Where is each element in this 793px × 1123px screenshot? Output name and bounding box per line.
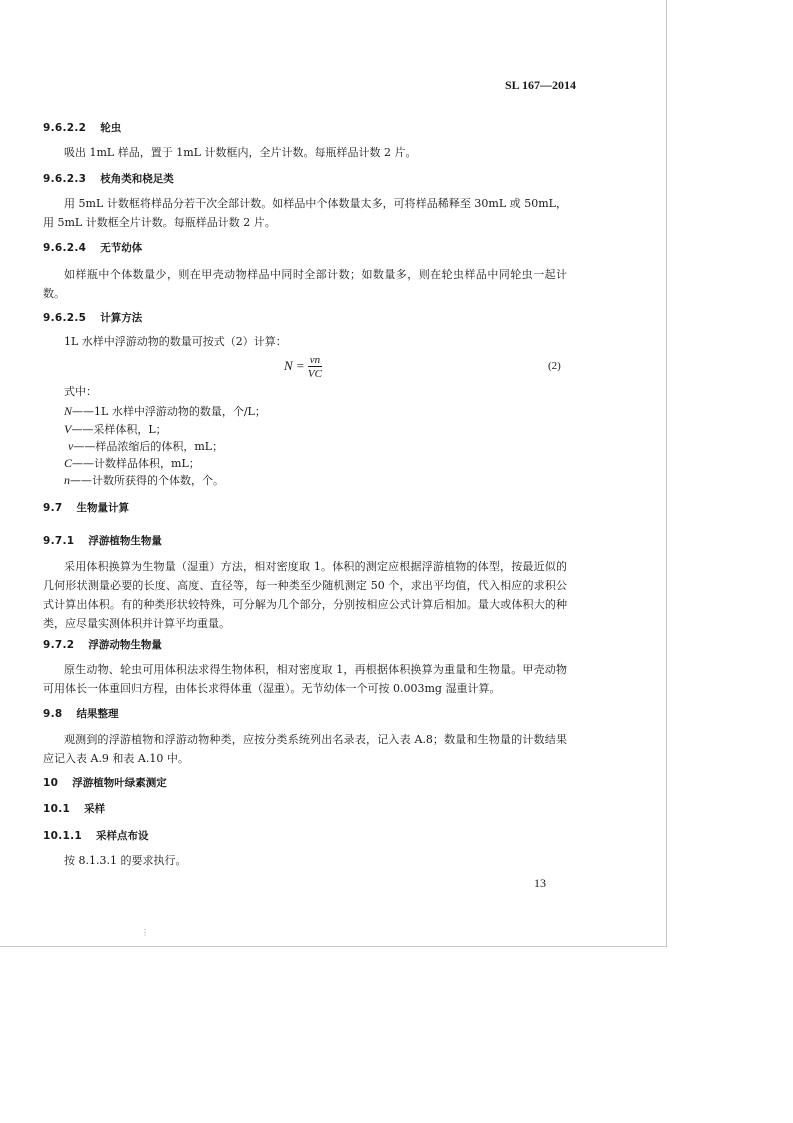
equation-number: (2) (548, 360, 561, 372)
paragraph-text: 用 5mL 计数框将样品分若干次全部计数。如样品中个体数量太多，可将样品稀释至 30mL 或 50mL，用 5mL 计数框全片计数。每瓶样品计数 2 片。 (43, 197, 567, 229)
scan-artifact: ⋮ (141, 928, 149, 937)
where-label: 式中： (64, 385, 97, 398)
heading-9-6-2-5 (43, 310, 142, 325)
heading-10-1-1 (43, 828, 149, 843)
paragraph-results (43, 730, 567, 768)
variable-item (64, 472, 224, 488)
variable-item (64, 403, 266, 419)
variable-item (64, 421, 167, 437)
variable-symbol: N (64, 404, 73, 418)
heading-9-6-2-2 (43, 120, 121, 135)
heading-number: 10.1.1 (43, 830, 83, 842)
variable-desc: ——1L 水样中浮游动物的数量，个/L； (72, 405, 266, 418)
heading-number: 9.7 (43, 502, 63, 514)
heading-number: 9.7.2 (43, 639, 75, 651)
heading-10-1 (43, 801, 105, 816)
formula (284, 354, 322, 380)
heading-9-6-2-3 (43, 171, 174, 186)
variable-desc: ——计数所获得的个体数，个。 (70, 474, 224, 487)
formula-numerator: vn (309, 354, 321, 366)
heading-9-8 (43, 706, 119, 721)
variable-symbol: v (68, 439, 74, 453)
heading-number: 9.6.2.5 (43, 312, 87, 324)
heading-title: 计算方法 (100, 312, 143, 324)
heading-9-6-2-4 (43, 240, 142, 255)
paragraph-text: 采用体积换算为生物量（湿重）方法，相对密度取 1。体积的测定应根据浮游植物的体型，按最近似的几何形状测量必要的长度、高度、直径等，每一种类至少随机测定 50 个，求出平均值，代入相应的求积公式计算出体积。有的种类形状较特殊，可分解为几个部分，分别按相应公式计算后相加。量大或体积大的种类，应尽量实测体积并计算平均重量。 (43, 560, 567, 630)
heading-title: 轮虫 (100, 122, 122, 134)
heading-number: 10 (43, 777, 59, 789)
heading-title: 结果整理 (76, 708, 119, 720)
paragraph-phyto-biomass (43, 557, 567, 633)
heading-title: 浮游动物生物量 (88, 639, 162, 651)
heading-9-7-2 (43, 637, 162, 652)
heading-title: 浮游植物生物量 (88, 535, 162, 547)
formula-denominator: VC (307, 368, 322, 380)
heading-title: 枝角类和桡足类 (100, 173, 174, 185)
heading-title: 无节幼体 (100, 242, 143, 254)
heading-number: 9.7.1 (43, 535, 75, 547)
variable-desc: ——采样体积，L； (71, 423, 167, 436)
heading-number: 9.6.2.2 (43, 122, 87, 134)
heading-number: 9.6.2.3 (43, 173, 87, 185)
heading-title: 浮游植物叶绿素测定 (72, 777, 167, 789)
paragraph-text: 如样瓶中个体数量少，则在甲壳动物样品中同时全部计数；如数量多，则在轮虫样品中同轮虫一起计数。 (43, 268, 567, 300)
paragraph-text: 观测到的浮游植物和浮游动物种类，应按分类系统列出名录表，记入表 A.8；数量和生物量的计数结果应记入表 A.9 和表 A.10 中。 (43, 733, 567, 765)
heading-9-7 (43, 500, 129, 515)
heading-title: 生物量计算 (76, 502, 130, 514)
variable-symbol: C (64, 456, 73, 470)
variable-symbol: V (64, 422, 72, 436)
variable-desc: ——计数样品体积，mL； (72, 457, 200, 470)
heading-title: 采样 (84, 803, 106, 815)
variable-desc: ——样品浓缩后的体积，mL； (73, 440, 224, 453)
heading-title: 采样点布设 (96, 830, 149, 842)
paragraph-text: 原生动物、轮虫可用体积法求得生物体积，相对密度取 1，再根据体积换算为重量和生物量。甲壳动物可用体长一体重回归方程，由体长求得体重（湿重）。无节幼体一个可按 0.003mg 湿重计算。 (43, 663, 567, 695)
paragraph-cladocera (43, 194, 567, 232)
variable-symbol: n (64, 473, 70, 487)
heading-number: 10.1 (43, 803, 71, 815)
variable-item (64, 455, 200, 471)
heading-9-7-1 (43, 533, 162, 548)
heading-number: 9.6.2.4 (43, 242, 87, 254)
heading-number: 9.8 (43, 708, 63, 720)
formula-lhs: N = (284, 357, 305, 373)
paragraph-nauplius (43, 265, 567, 303)
page-number: 13 (534, 876, 546, 890)
formula-intro: 1L 水样中浮游动物的数量可按式（2）计算： (64, 335, 287, 348)
paragraph-sampling-points: 按 8.1.3.1 的要求执行。 (64, 854, 187, 867)
paragraph-zoo-biomass (43, 660, 567, 698)
variable-item (68, 438, 223, 454)
heading-10 (43, 775, 167, 790)
formula-fraction (308, 354, 322, 380)
paragraph-rotifer: 吸出 1mL 样品，置于 1mL 计数框内，全片计数。每瓶样品计数 2 片。 (64, 146, 417, 159)
standard-number: SL 167—2014 (505, 78, 577, 92)
